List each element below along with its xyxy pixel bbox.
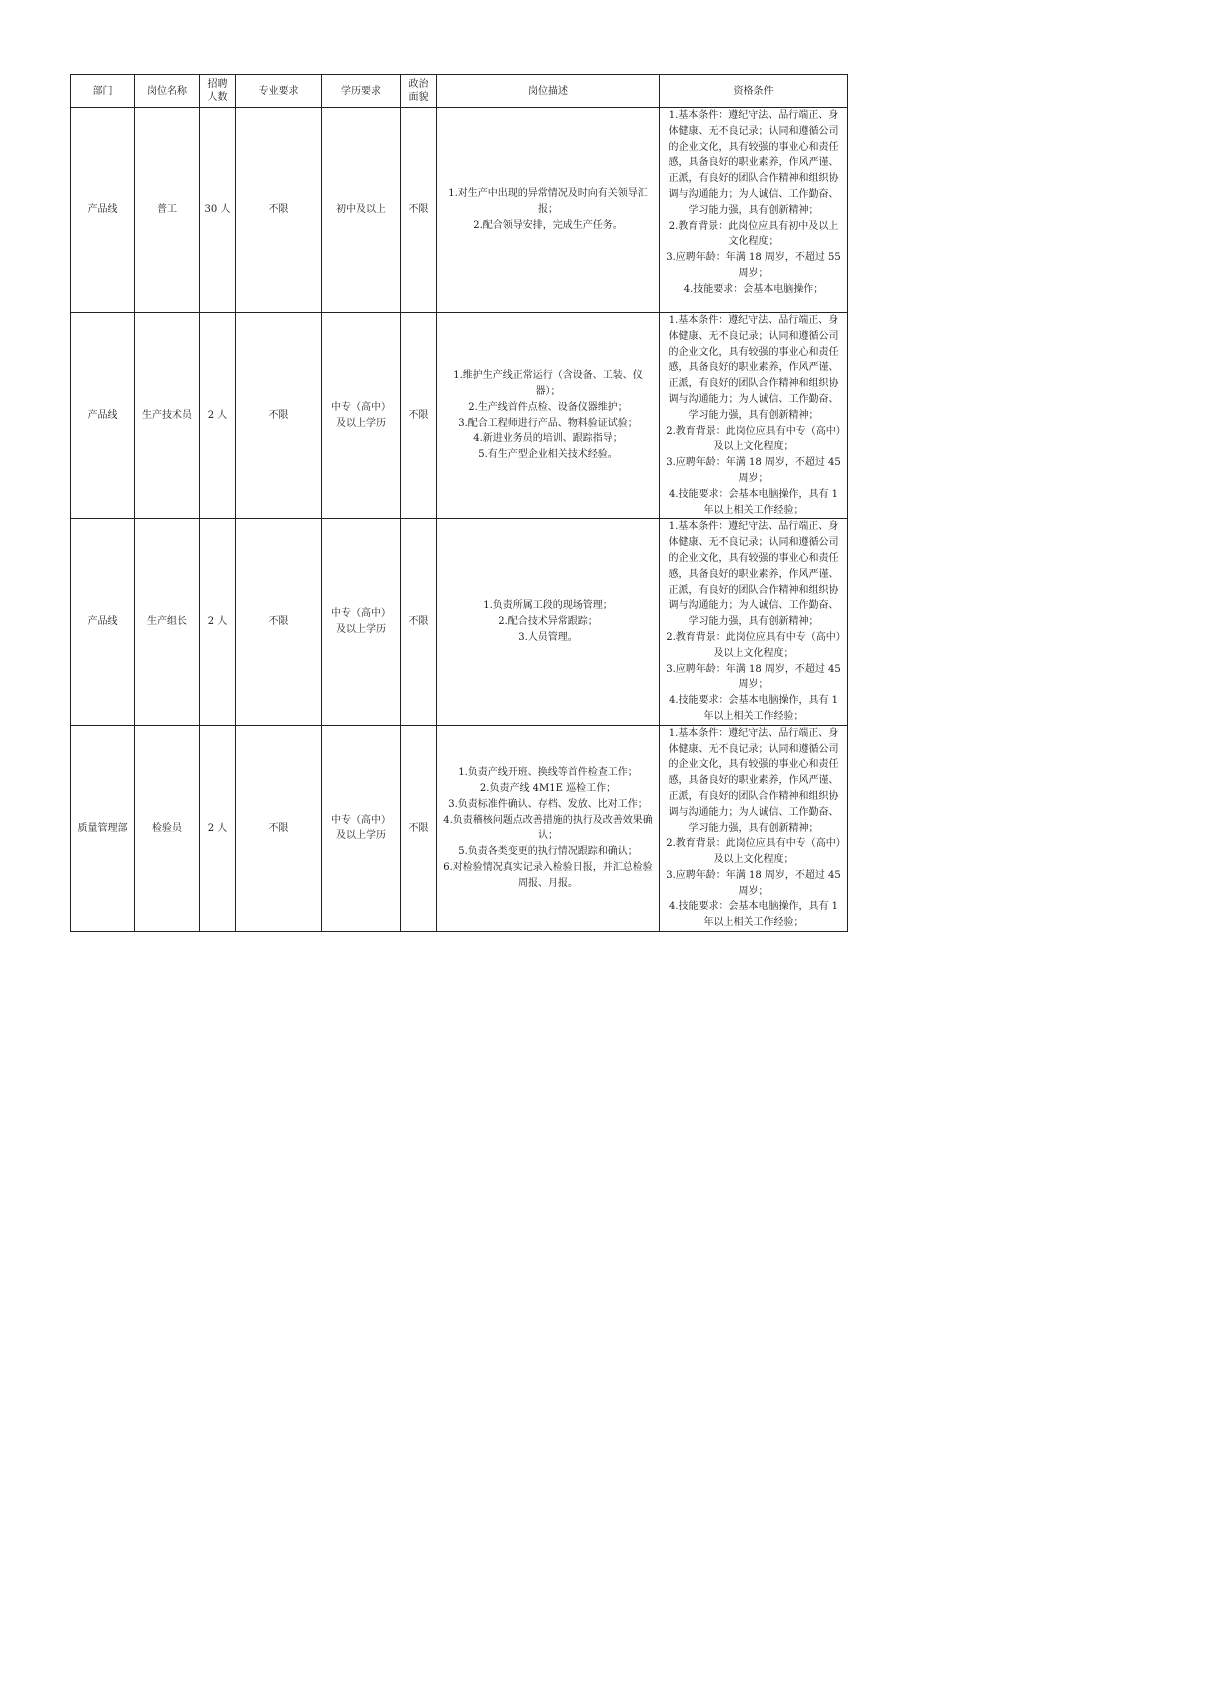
cell-position: 检验员 [135,725,200,931]
cell-education: 中专（高中） 及以上学历 [322,313,401,519]
cell-qualifications: 1.基本条件：遵纪守法、品行端正、身体健康、无不良记录；认同和遵循公司的企业文化，具有较强的事业心和责任感，具备良好的职业素养，作风严谨、正派，有良好的团队合作精神和组织协调与沟通能力；为人诚信、工作勤奋、学习能力强，具有创新精神； 2.教育背景：此岗位应具有中专（高中）及以上文化程度； 3.应聘年龄：年满 18 周岁，不超过 45 周岁； 4.技能要求：会基本电脑操作，具有 1 年以上相关工作经验； [660,313,848,519]
cell-dept: 产品线 [71,108,135,313]
cell-political: 不限 [401,519,437,725]
cell-description: 1.对生产中出现的异常情况及时向有关领导汇报； 2.配合领导安排，完成生产任务。 [437,108,660,313]
header-position: 岗位名称 [135,75,200,108]
cell-political: 不限 [401,108,437,313]
header-description: 岗位描述 [437,75,660,108]
cell-count: 2 人 [200,519,236,725]
table-row [71,519,848,725]
cell-position: 生产技术员 [135,313,200,519]
header-political: 政治 面貌 [401,75,437,108]
cell-qualifications: 1.基本条件：遵纪守法、品行端正、身体健康、无不良记录；认同和遵循公司的企业文化，具有较强的事业心和责任感，具备良好的职业素养，作风严谨、正派，有良好的团队合作精神和组织协调与沟通能力；为人诚信、工作勤奋、学习能力强，具有创新精神； 2.教育背景：此岗位应具有中专（高中）及以上文化程度； 3.应聘年龄：年满 18 周岁，不超过 45 周岁； 4.技能要求：会基本电脑操作，具有 1 年以上相关工作经验； [660,519,848,725]
header-major: 专业要求 [236,75,322,108]
header-education: 学历要求 [322,75,401,108]
cell-dept: 产品线 [71,519,135,725]
cell-description: 1.负责产线开班、换线等首件检查工作； 2.负责产线 4M1E 巡检工作； 3.负责标准件确认、存档、发放、比对工作； 4.负责稽核问题点改善措施的执行及改善效果确认； 5.负责各类变更的执行情况跟踪和确认； 6.对检验情况真实记录入检验日报，并汇总检验周报、月报。 [437,725,660,931]
cell-qualifications: 1.基本条件：遵纪守法、品行端正、身体健康、无不良记录；认同和遵循公司的企业文化，具有较强的事业心和责任感，具备良好的职业素养，作风严谨、正派，有良好的团队合作精神和组织协调与沟通能力；为人诚信、工作勤奋、学习能力强，具有创新精神； 2.教育背景：此岗位应具有中专（高中）及以上文化程度； 3.应聘年龄：年满 18 周岁，不超过 45 周岁； 4.技能要求：会基本电脑操作，具有 1 年以上相关工作经验； [660,725,848,931]
cell-position: 生产组长 [135,519,200,725]
header-count: 招聘 人数 [200,75,236,108]
header-row [71,75,848,108]
table-row [71,313,848,519]
cell-education: 中专（高中） 及以上学历 [322,519,401,725]
cell-major: 不限 [236,313,322,519]
cell-dept: 质量管理部 [71,725,135,931]
table-row [71,725,848,931]
recruitment-table [70,74,848,932]
cell-political: 不限 [401,725,437,931]
cell-political: 不限 [401,313,437,519]
cell-count: 2 人 [200,725,236,931]
cell-count: 30 人 [200,108,236,313]
cell-description: 1.维护生产线正常运行（含设备、工装、仪器）； 2.生产线首件点检、设备仪器维护； 3.配合工程师进行产品、物料验证试验； 4.新进业务员的培训、跟踪指导； 5.有生产型企业相关技术经验。 [437,313,660,519]
header-qualifications: 资格条件 [660,75,848,108]
cell-position: 普工 [135,108,200,313]
cell-dept: 产品线 [71,313,135,519]
cell-education: 中专（高中） 及以上学历 [322,725,401,931]
table-row [71,108,848,313]
cell-major: 不限 [236,725,322,931]
cell-education: 初中及以上 [322,108,401,313]
cell-major: 不限 [236,108,322,313]
cell-major: 不限 [236,519,322,725]
header-dept: 部门 [71,75,135,108]
cell-count: 2 人 [200,313,236,519]
cell-description: 1.负责所属工段的现场管理； 2.配合技术异常跟踪； 3.人员管理。 [437,519,660,725]
cell-qualifications: 1.基本条件：遵纪守法、品行端正、身体健康、无不良记录；认同和遵循公司的企业文化，具有较强的事业心和责任感，具备良好的职业素养，作风严谨、正派，有良好的团队合作精神和组织协调与沟通能力；为人诚信、工作勤奋、学习能力强，具有创新精神； 2.教育背景：此岗位应具有初中及以上文化程度； 3.应聘年龄：年满 18 周岁，不超过 55 周岁； 4.技能要求：会基本电脑操作； [660,108,848,313]
